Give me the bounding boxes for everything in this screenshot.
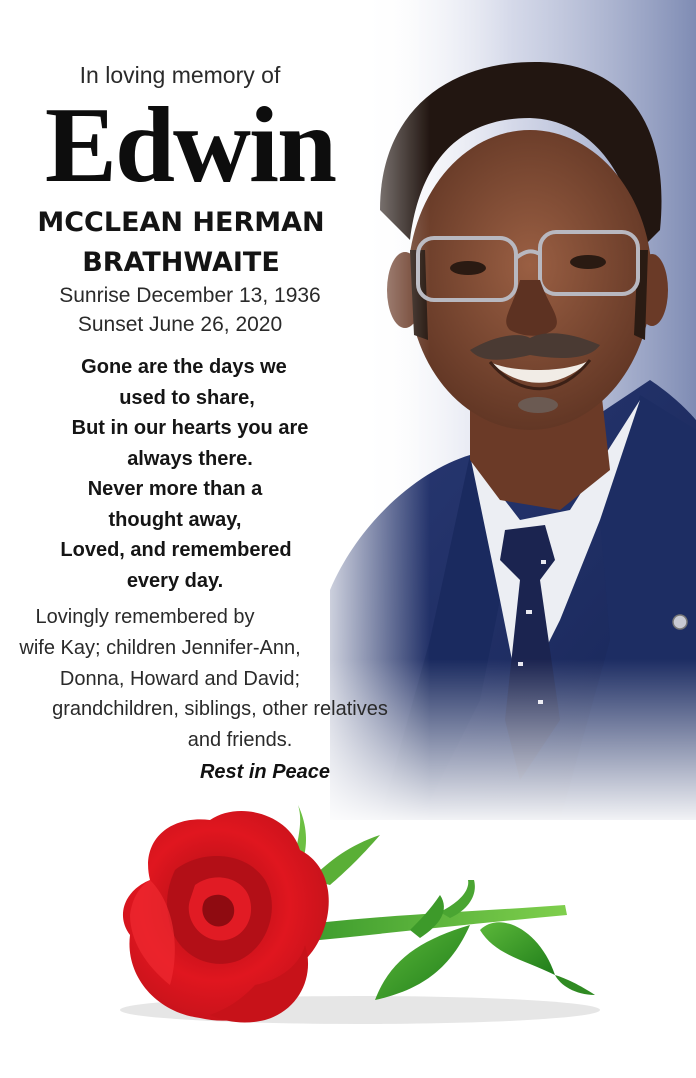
remembered-line: Donna, Howard and David; — [59, 667, 301, 690]
middle-names: MCCLEAN HERMAN — [37, 207, 325, 238]
poem-line: used to share, — [119, 386, 255, 409]
poem-line: But in our hearts you are — [71, 417, 309, 439]
poem-line: Never more than a — [87, 478, 263, 500]
first-name-heading: Edwin — [44, 86, 336, 205]
poem-line: every day. — [126, 569, 224, 592]
sunset-date: Sunset June 26, 2020 — [77, 313, 283, 336]
sunrise-date: Sunrise December 13, 1936 — [59, 284, 321, 307]
poem-line: Gone are the days we — [81, 356, 287, 378]
rest-in-peace: Rest in Peace — [199, 761, 331, 783]
poem-line: always there. — [127, 447, 253, 470]
intro-text: In loving memory of — [79, 62, 281, 88]
remembered-line: grandchildren, siblings, other relatives — [52, 698, 388, 721]
remembered-line: wife Kay; children Jennifer-Ann, — [19, 636, 301, 659]
last-name: BRATHWAITE — [82, 247, 280, 278]
poem-line: Loved, and remembered — [60, 539, 292, 561]
remembered-line: and friends. — [187, 729, 293, 752]
remembered-line: Lovingly remembered by — [35, 606, 255, 628]
poem-line: thought away, — [108, 508, 242, 531]
